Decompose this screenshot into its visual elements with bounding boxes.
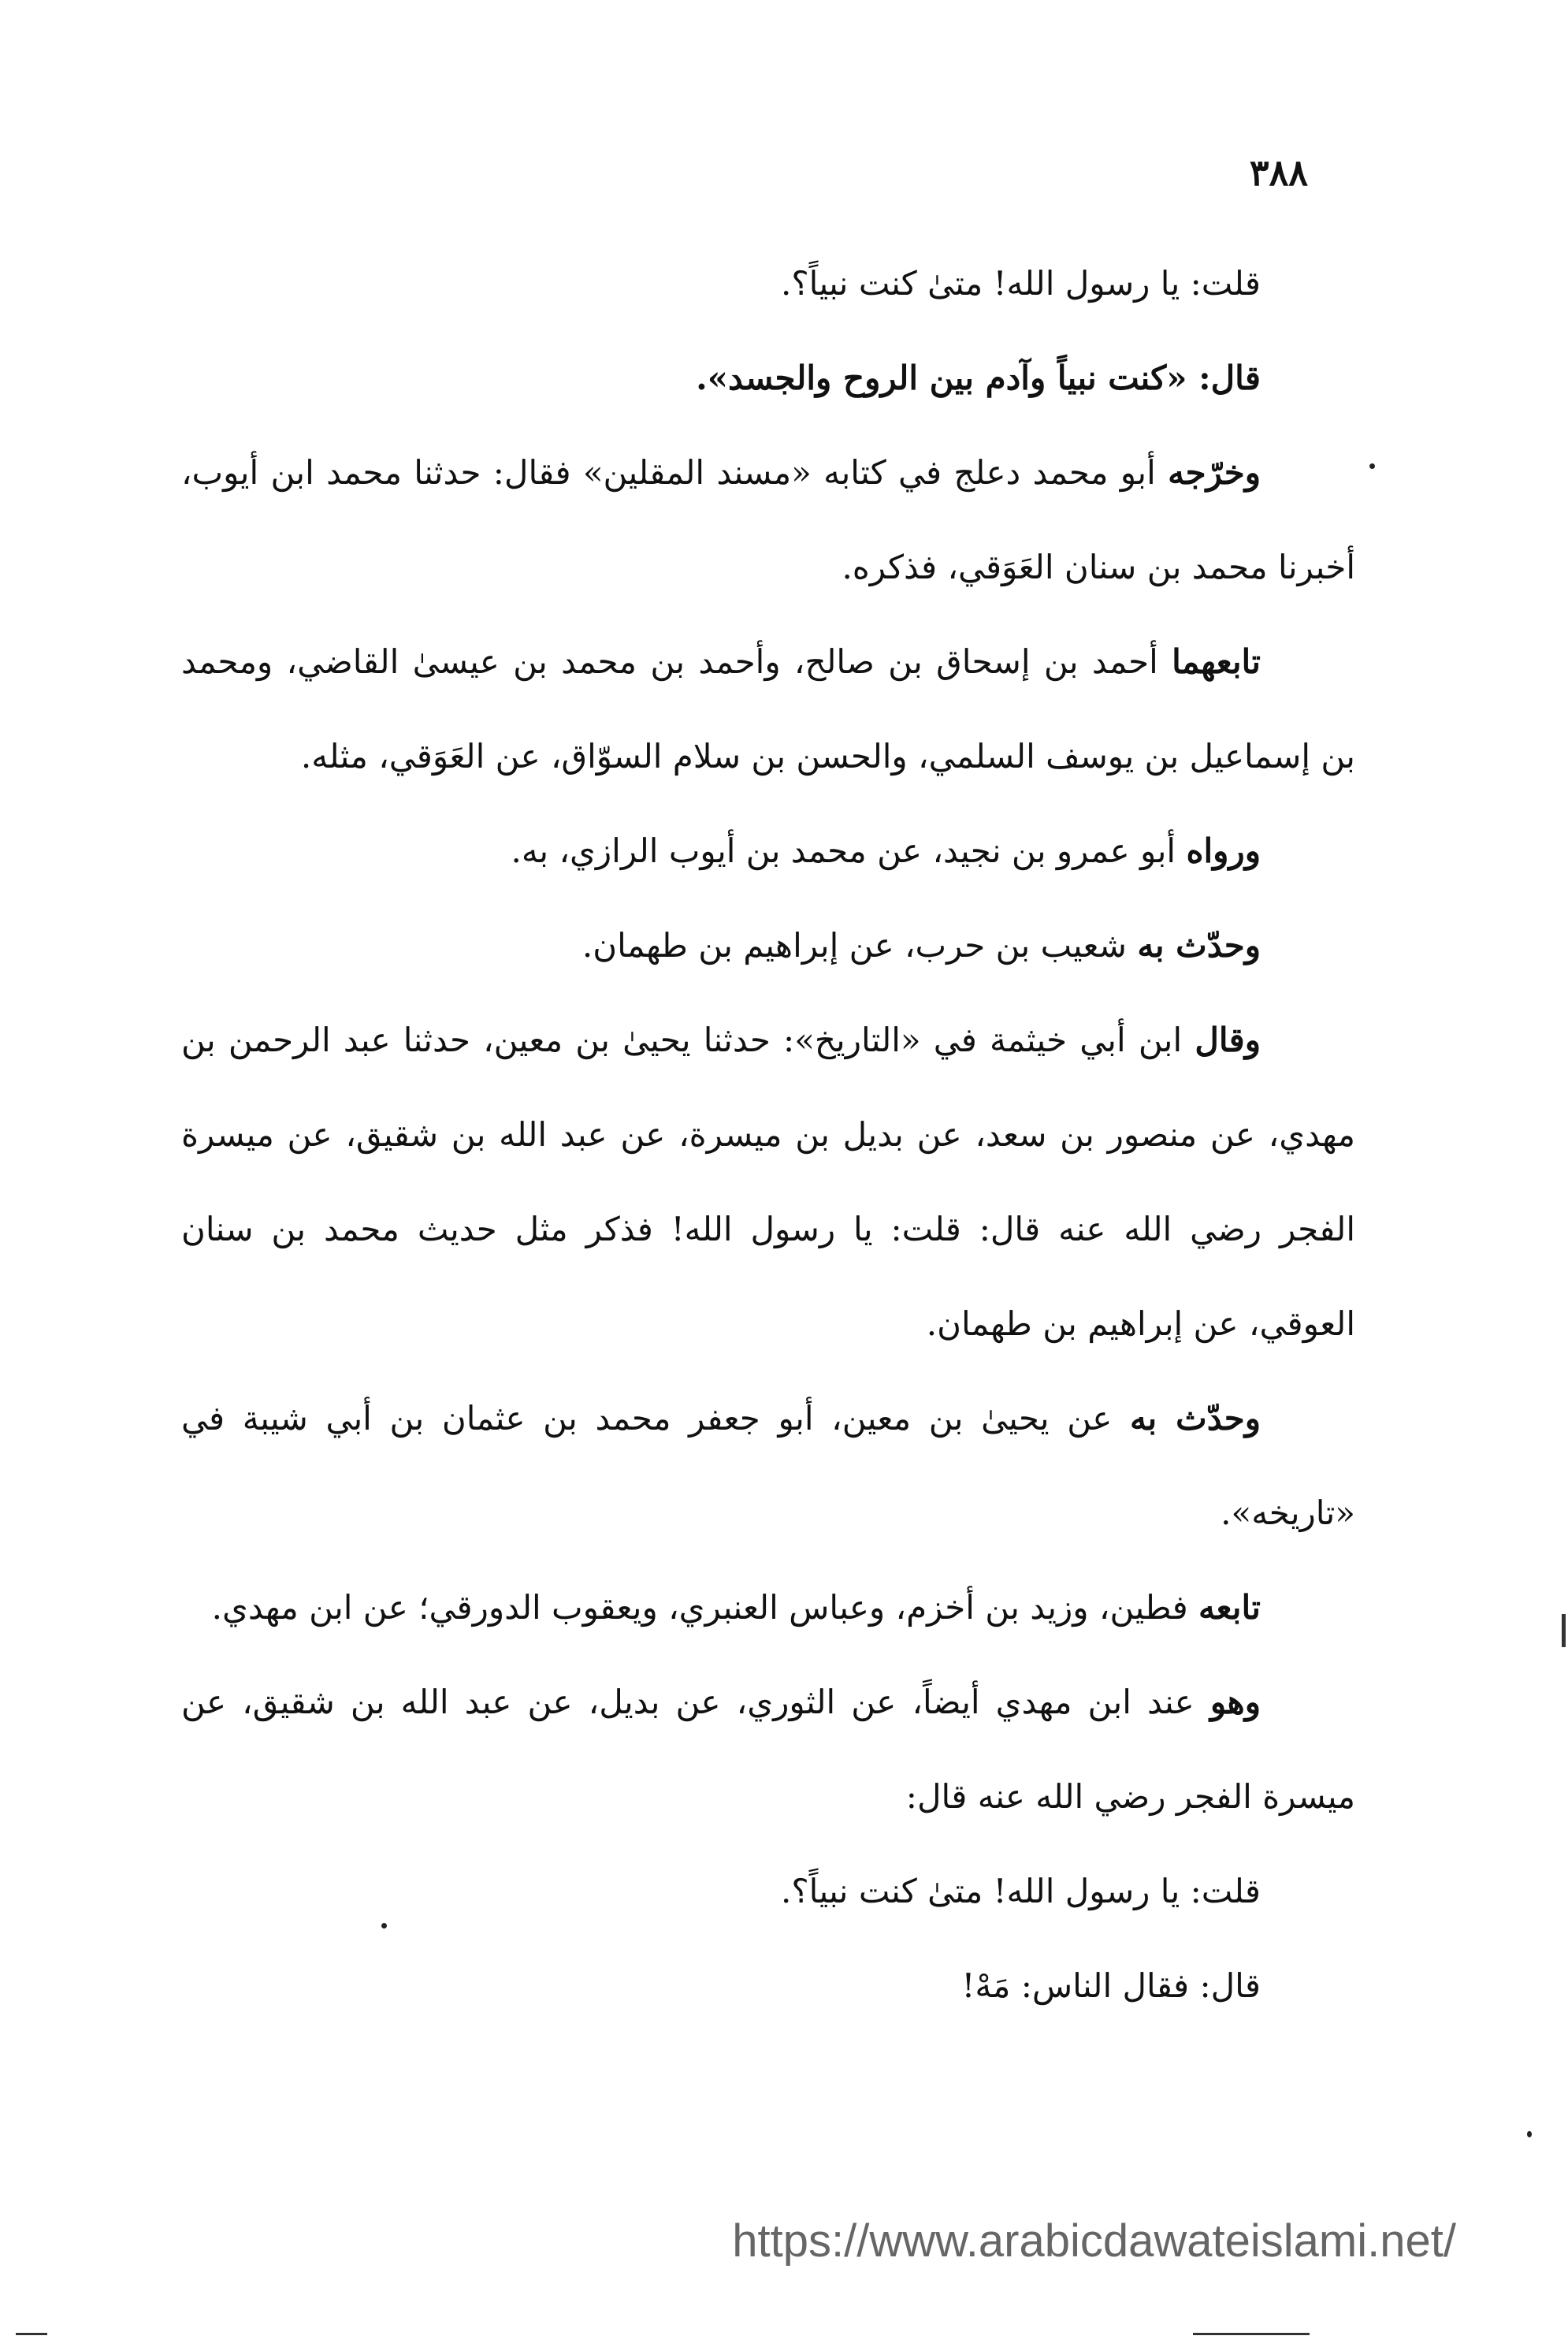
paragraph-12 bbox=[181, 1939, 1355, 2033]
paragraph-9 bbox=[181, 1560, 1355, 1655]
paragraph-7-lead: وقال bbox=[1195, 1021, 1261, 1059]
paragraph-7 bbox=[181, 993, 1355, 1371]
paragraph-6-text: شعيب بن حرب، عن إبراهيم بن طهمان. bbox=[581, 926, 1127, 965]
scan-speck bbox=[1369, 463, 1375, 469]
paragraph-9-text: فطين، وزيد بن أخزم، وعباس العنبري، ويعقوب الدورقي؛ عن ابن مهدي. bbox=[211, 1588, 1188, 1627]
paragraph-3-text: أبو محمد دعلج في كتابه «مسند المقلين» فقال: حدثنا محمد ابن أيوب، أخبرنا محمد بن سنان العَوَقي، فذكره. bbox=[181, 453, 1355, 586]
paragraph-5 bbox=[181, 804, 1355, 898]
paragraph-7-text: ابن أبي خيثمة في «التاريخ»: حدثنا يحيىٰ بن معين، حدثنا عبد الرحمن بن مهدي، عن منصور بن سعد، عن بديل بن ميسرة، عن عبد الله بن شقيق، عن ميسرة الفجر رضي الله عنه قال: قلت: يا رسول الله! فذكر مثل حديث محمد بن سنان العوقي، عن إبراهيم بن طهمان. bbox=[181, 1021, 1355, 1343]
paragraph-2-text: قال: «كنت نبياً وآدم بين الروح والجسد». bbox=[696, 359, 1261, 397]
paragraph-8-lead: وحدّث به bbox=[1130, 1399, 1261, 1438]
paragraph-1-text: قلت: يا رسول الله! متىٰ كنت نبياً؟. bbox=[781, 264, 1261, 303]
paragraph-6-lead: وحدّث به bbox=[1137, 926, 1261, 965]
document-body bbox=[181, 236, 1355, 2033]
footer-rule bbox=[1193, 2333, 1310, 2335]
paragraph-3 bbox=[181, 426, 1355, 615]
scan-speck bbox=[381, 1923, 387, 1929]
paragraph-10 bbox=[181, 1655, 1355, 1844]
paragraph-11 bbox=[181, 1844, 1355, 1939]
paragraph-4-lead: تابعهما bbox=[1172, 642, 1261, 681]
paragraph-11-text: قلت: يا رسول الله! متىٰ كنت نبياً؟. bbox=[781, 1872, 1261, 1910]
paragraph-4 bbox=[181, 615, 1355, 804]
paragraph-5-text: أبو عمرو بن نجيد، عن محمد بن أيوب الرازي، به. bbox=[511, 831, 1176, 870]
paragraph-10-text: عند ابن مهدي أيضاً، عن الثوري، عن بديل، عن عبد الله بن شقيق، عن ميسرة الفجر رضي الله عنه قال: bbox=[181, 1683, 1355, 1816]
footer-rule bbox=[16, 2333, 47, 2335]
paragraph-10-lead: وهو bbox=[1209, 1683, 1261, 1721]
scan-speck bbox=[1527, 2131, 1532, 2137]
paragraph-2 bbox=[181, 331, 1355, 426]
page-number: ٣٨٨ bbox=[1249, 151, 1308, 194]
paragraph-4-text: أحمد بن إسحاق بن صالح، وأحمد بن محمد بن عيسىٰ القاضي، ومحمد بن إسماعيل بن يوسف السلمي، والحسن بن سلام السوّاق، عن العَوَقي، مثله. bbox=[181, 642, 1355, 776]
scan-edge-mark bbox=[1562, 1614, 1566, 1647]
watermark-url: https://www.arabicdawateislami.net/ bbox=[732, 2215, 1456, 2267]
paragraph-8-text: عن يحيىٰ بن معين، أبو جعفر محمد بن عثمان بن أبي شيبة في «تاريخه». bbox=[181, 1399, 1355, 1532]
paragraph-6 bbox=[181, 898, 1355, 993]
paragraph-12-text: قال: فقال الناس: مَهْ! bbox=[961, 1966, 1261, 2005]
paragraph-8 bbox=[181, 1371, 1355, 1560]
paragraph-3-lead: وخرّجه bbox=[1168, 453, 1261, 492]
paragraph-5-lead: ورواه bbox=[1186, 831, 1261, 870]
paragraph-9-lead: تابعه bbox=[1198, 1588, 1261, 1627]
paragraph-1 bbox=[181, 236, 1355, 331]
